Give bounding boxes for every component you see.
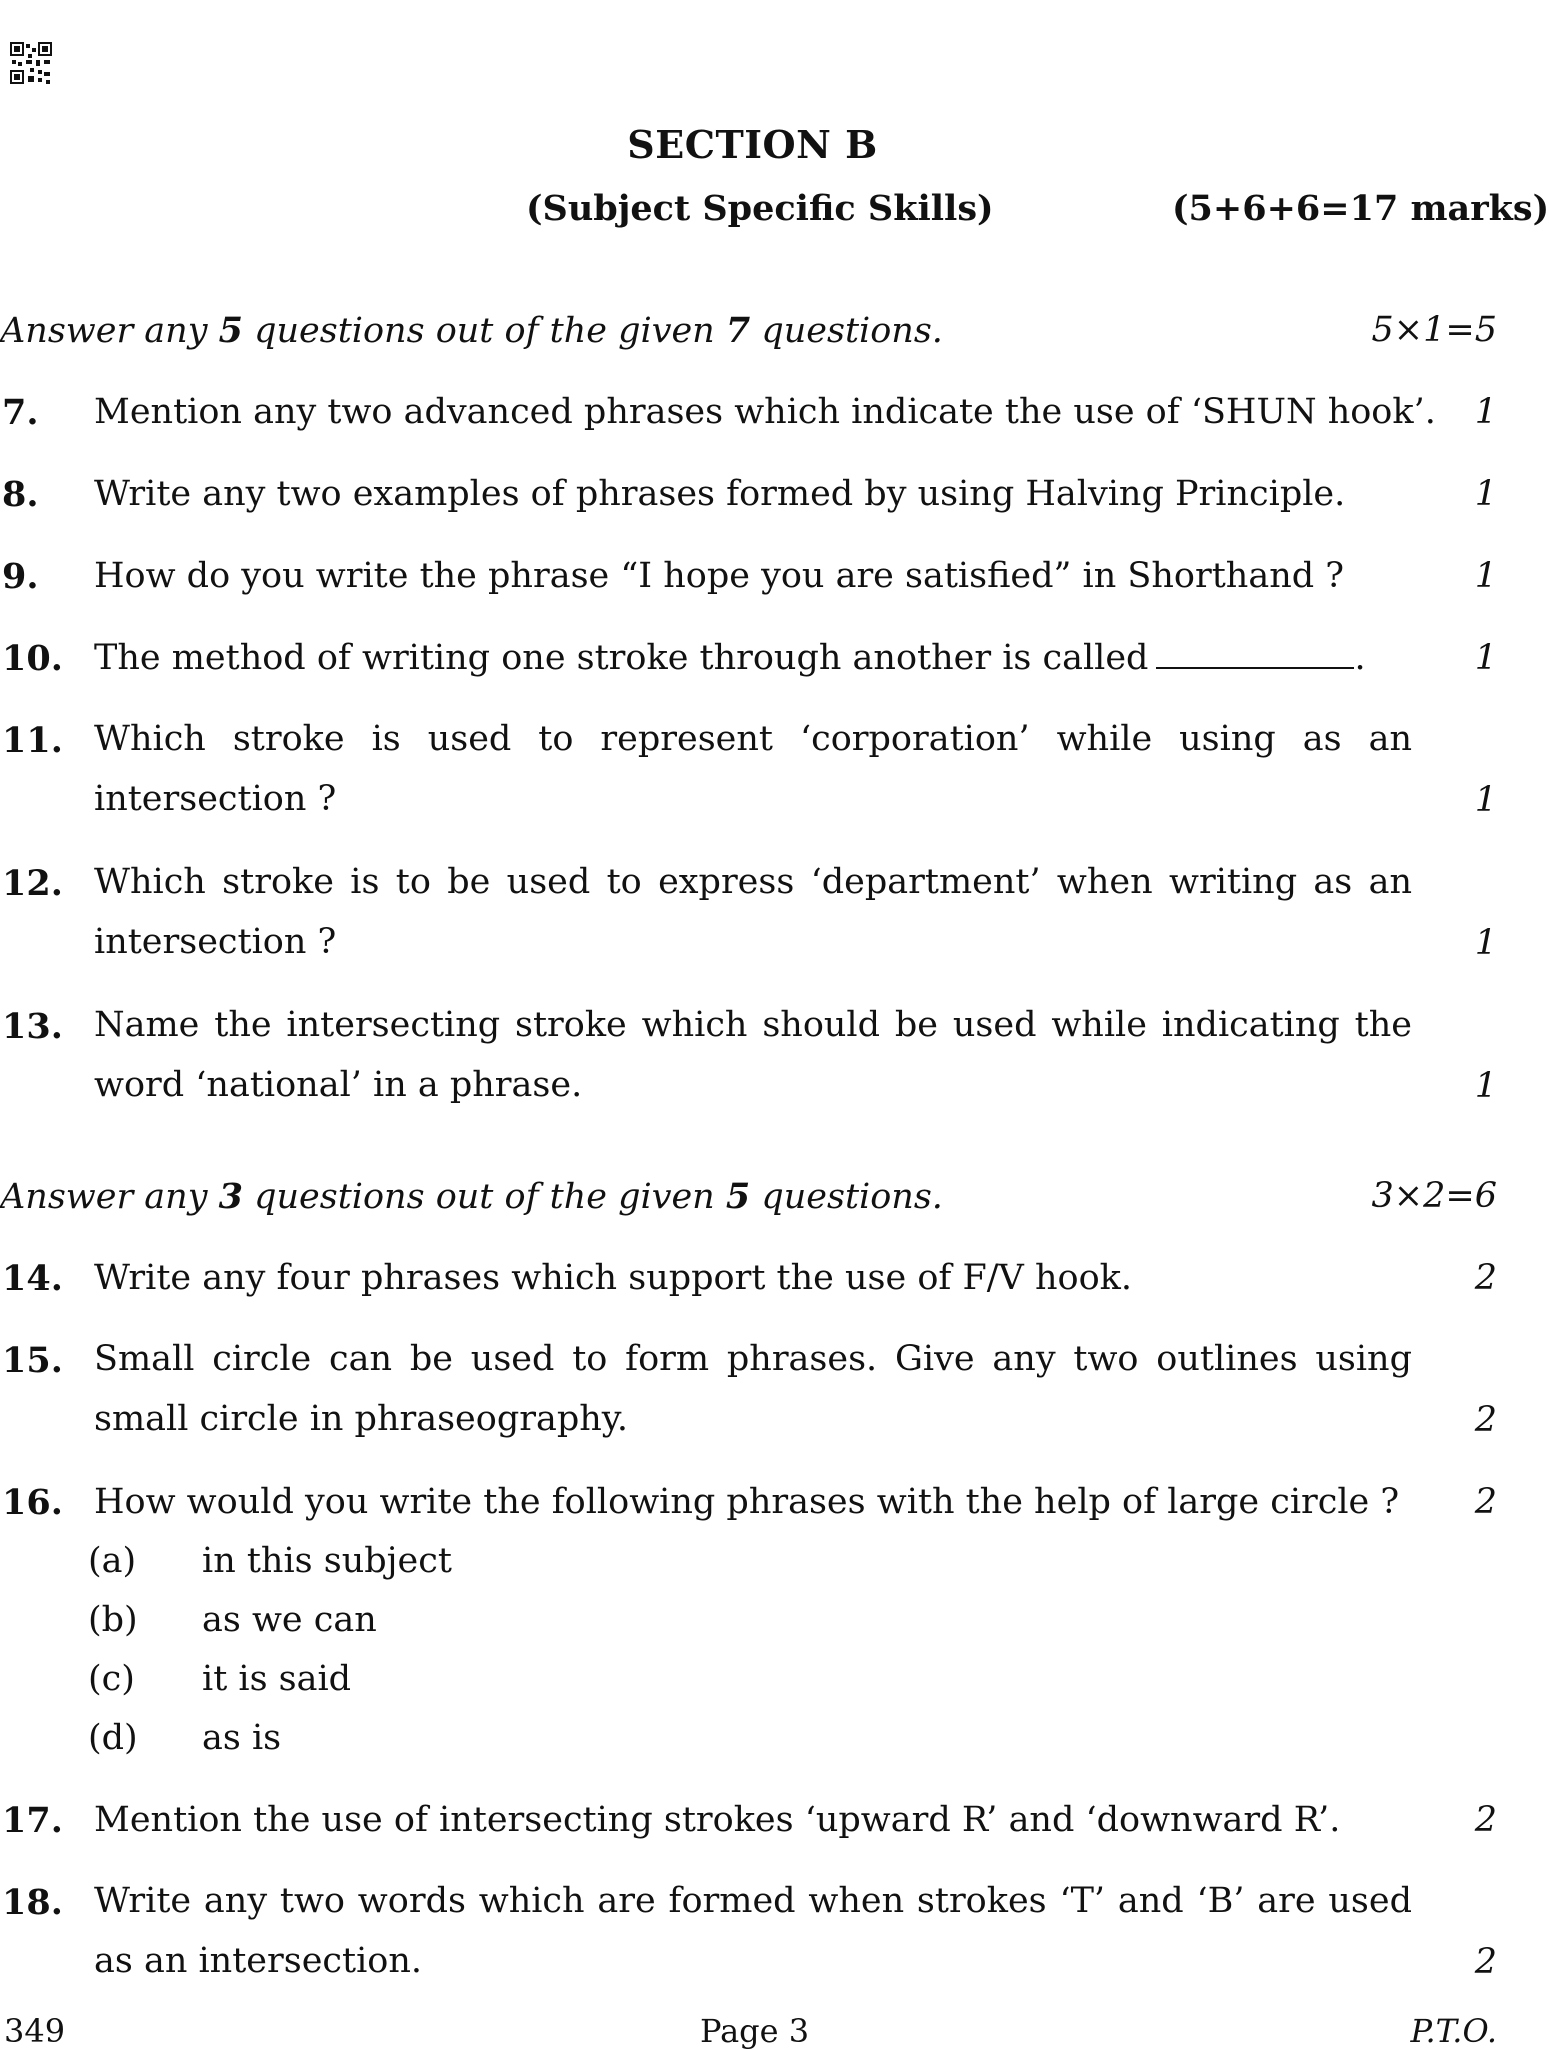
question-marks: 2 xyxy=(1474,1800,1497,1840)
question-number: 11. xyxy=(2,720,63,761)
question-number: 10. xyxy=(2,638,63,679)
question-number: 16. xyxy=(2,1482,63,1523)
question-marks: 1 xyxy=(1474,474,1497,514)
instruction-part1: Answer any 5 questions out of the given 7 questions. xyxy=(0,310,943,351)
sub-question-text: as we can xyxy=(202,1600,377,1640)
question-marks: 1 xyxy=(1474,556,1497,596)
question-text: Mention any two advanced phrases which indicate the use of ‘SHUN hook’. xyxy=(94,392,1436,432)
sub-question-text: in this subject xyxy=(202,1541,452,1581)
question-marks: 1 xyxy=(1474,1066,1497,1106)
instruction-part2-marks: 3×2=6 xyxy=(1371,1176,1497,1216)
footer-code: 349 xyxy=(4,2012,66,2050)
question-number: 14. xyxy=(2,1258,63,1299)
question-marks: 2 xyxy=(1474,1258,1497,1298)
sub-question-text: as is xyxy=(202,1718,282,1758)
question-text: Write any two words which are formed when strokes ‘T’ and ‘B’ are used as an intersection. xyxy=(94,1881,1412,1981)
question-text: Write any four phrases which support the use of F/V hook. xyxy=(94,1258,1132,1298)
question-number: 18. xyxy=(2,1882,63,1923)
question-number: 9. xyxy=(2,556,39,597)
question-number: 12. xyxy=(2,863,63,904)
sub-question-label: (b) xyxy=(88,1600,138,1640)
question-number: 17. xyxy=(2,1800,63,1841)
question-marks: 2 xyxy=(1474,1942,1497,1982)
footer-pto: P.T.O. xyxy=(1410,2012,1497,2050)
instruction-part1-marks: 5×1=5 xyxy=(1371,310,1497,350)
question-text: The method of writing one stroke through another is called . xyxy=(94,638,1366,678)
question-text: How do you write the phrase “I hope you are satisfied” in Shorthand ? xyxy=(94,556,1345,596)
sub-question-label: (a) xyxy=(88,1541,137,1581)
sub-question-text: it is said xyxy=(202,1659,352,1699)
question-number: 13. xyxy=(2,1006,63,1047)
section-title: SECTION B xyxy=(627,122,878,167)
question-number: 7. xyxy=(2,392,39,433)
question-marks: 1 xyxy=(1474,392,1497,432)
question-text: How would you write the following phrases with the help of large circle ? xyxy=(94,1482,1400,1522)
question-text: Which stroke is used to represent ‘corporation’ while using as an intersection ? xyxy=(94,719,1412,819)
question-marks: 1 xyxy=(1474,638,1497,678)
fill-in-blank xyxy=(1156,639,1354,669)
question-marks: 1 xyxy=(1474,923,1497,963)
question-text: Small circle can be used to form phrases. Give any two outlines using small circle in phraseography. xyxy=(94,1339,1412,1439)
question-marks: 2 xyxy=(1474,1482,1497,1522)
section-subtitle: (Subject Specific Skills) xyxy=(526,188,994,229)
question-marks: 1 xyxy=(1474,780,1497,820)
question-number: 8. xyxy=(2,474,39,515)
question-text: Name the intersecting stroke which should be used while indicating the word ‘national’ in a phrase. xyxy=(94,1005,1412,1105)
question-text: Mention the use of intersecting strokes ‘upward R’ and ‘downward R’. xyxy=(94,1800,1341,1840)
question-text: Write any two examples of phrases formed by using Halving Principle. xyxy=(94,474,1346,514)
footer-page-number: Page 3 xyxy=(700,2012,810,2050)
sub-question-label: (c) xyxy=(88,1659,135,1699)
question-number: 15. xyxy=(2,1340,63,1381)
section-marks: (5+6+6=17 marks) xyxy=(1172,188,1549,229)
qr-code-icon xyxy=(10,42,52,84)
instruction-part2: Answer any 3 questions out of the given 5 questions. xyxy=(0,1176,943,1217)
question-marks: 2 xyxy=(1474,1400,1497,1440)
sub-question-label: (d) xyxy=(88,1718,138,1758)
question-text: Which stroke is to be used to express ‘department’ when writing as an intersection ? xyxy=(94,862,1412,962)
